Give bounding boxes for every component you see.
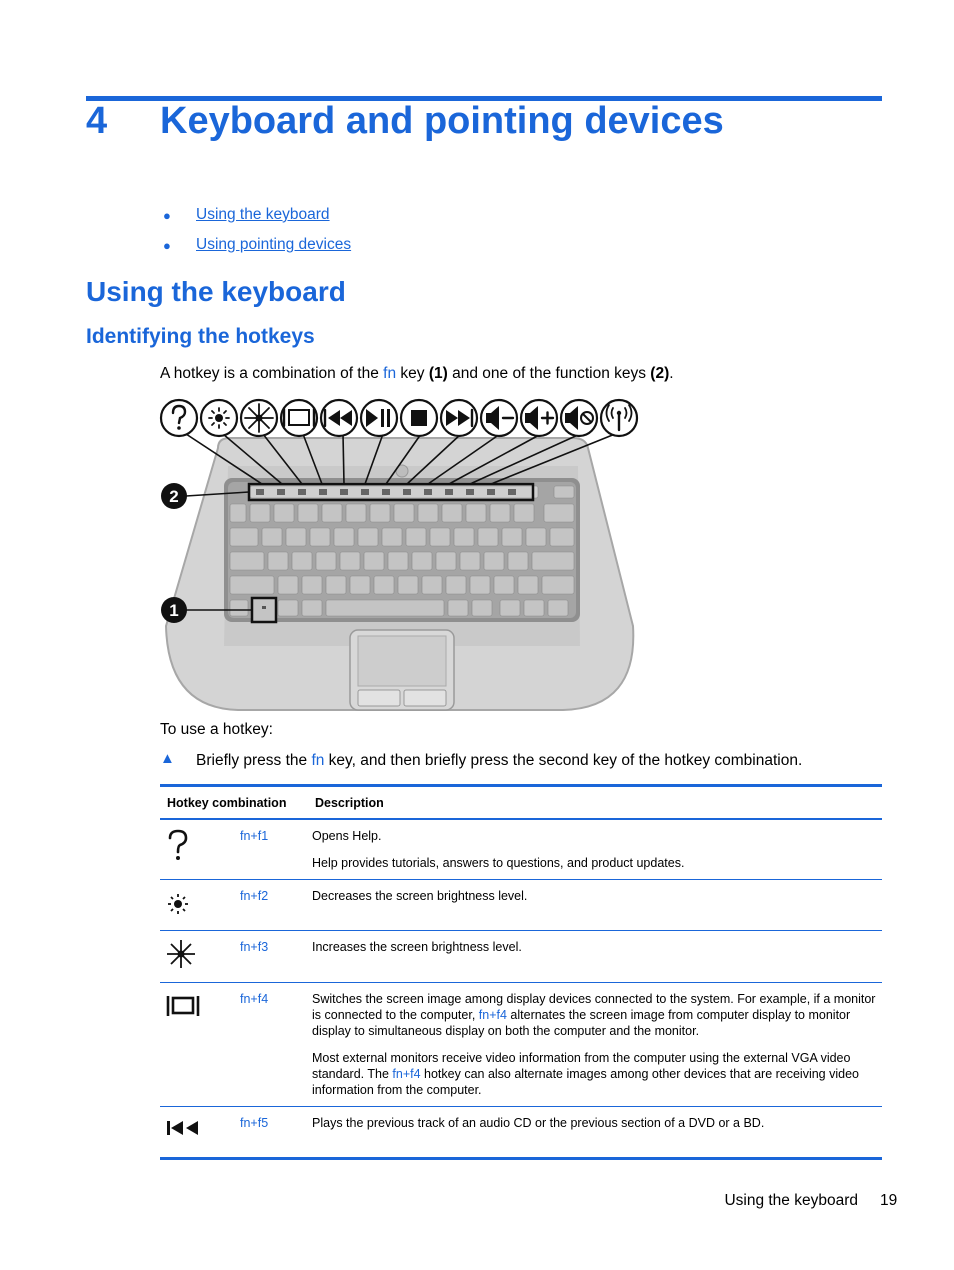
column-header-description: Description xyxy=(315,795,384,810)
fn-key-link[interactable]: fn xyxy=(311,752,325,769)
description-cell: Switches the screen image among display devices connected to the system. For example, if a monitor is connected to the computer, fn+f4 alternates the screen image from computer display to monitor display to simultaneous display on both the computer and the monitor. Most external monitors receive video information from the computer using the external VGA video standard. The fn+f4 hotkey can also alternate images among other devices that are receiving video information from the computer. xyxy=(312,992,876,1097)
section-title: Using the keyboard xyxy=(86,276,346,307)
inline-hotkey-link[interactable]: fn+f4 xyxy=(392,1067,421,1081)
subsection-title: Identifying the hotkeys xyxy=(86,325,315,348)
table-row xyxy=(160,1107,882,1159)
table-row xyxy=(160,819,882,880)
table-row xyxy=(160,983,882,1107)
note-text: Briefly press the fn key, and then briefly press the second key of the hotkey combination. xyxy=(196,752,803,769)
column-header-hotkey: Hotkey combination xyxy=(167,795,287,810)
toc-link-using-keyboard[interactable]: Using the keyboard xyxy=(196,206,330,223)
intro-paragraph: A hotkey is a combination of the fn key (1) and one of the function keys (2). xyxy=(160,365,674,382)
fn-key-link[interactable]: fn xyxy=(383,365,397,382)
chapter-title: Keyboard and pointing devices xyxy=(160,100,724,142)
hotkey-link[interactable]: fn+f3 xyxy=(240,940,269,954)
description-cell: Opens Help. Help provides tutorials, answers to questions, and product updates. xyxy=(312,829,685,870)
figure-callout-1: 1 xyxy=(169,601,179,620)
help-icon xyxy=(166,828,190,862)
description-cell: Decreases the screen brightness level. xyxy=(312,889,528,903)
description-cell: Increases the screen brightness level. xyxy=(312,940,522,954)
footer-section-label: Using the keyboard xyxy=(724,1192,858,1209)
previous-track-icon xyxy=(166,1119,200,1137)
display-switch-icon xyxy=(166,995,200,1017)
brightness-up-icon xyxy=(166,939,196,969)
hotkey-link[interactable]: fn+f4 xyxy=(240,992,269,1006)
keyboard-figure xyxy=(158,396,642,714)
table-header-row xyxy=(160,786,882,820)
page-number: 19 xyxy=(880,1192,898,1209)
toc-item xyxy=(160,236,351,266)
brightness-down-icon xyxy=(166,892,190,916)
table-row xyxy=(160,880,882,931)
hotkey-table xyxy=(160,784,882,1160)
bullet-icon: ● xyxy=(163,208,171,223)
chapter-toc xyxy=(160,206,351,266)
bullet-icon: ● xyxy=(163,238,171,253)
hotkey-link[interactable]: fn+f2 xyxy=(240,889,269,903)
toc-item xyxy=(160,206,351,236)
description-cell: Plays the previous track of an audio CD or the previous section of a DVD or a BD. xyxy=(312,1116,765,1130)
triangle-bullet-icon: ▲ xyxy=(160,750,175,767)
hotkey-link[interactable]: fn+f1 xyxy=(240,829,269,843)
table-row xyxy=(160,931,882,983)
hotkey-link[interactable]: fn+f5 xyxy=(240,1116,269,1130)
howto-text: To use a hotkey: xyxy=(160,721,273,738)
figure-callout-2: 2 xyxy=(169,487,179,506)
toc-link-using-pointing-devices[interactable]: Using pointing devices xyxy=(196,236,352,253)
inline-hotkey-link[interactable]: fn+f4 xyxy=(478,1008,507,1022)
chapter-number: 4 xyxy=(86,100,108,142)
